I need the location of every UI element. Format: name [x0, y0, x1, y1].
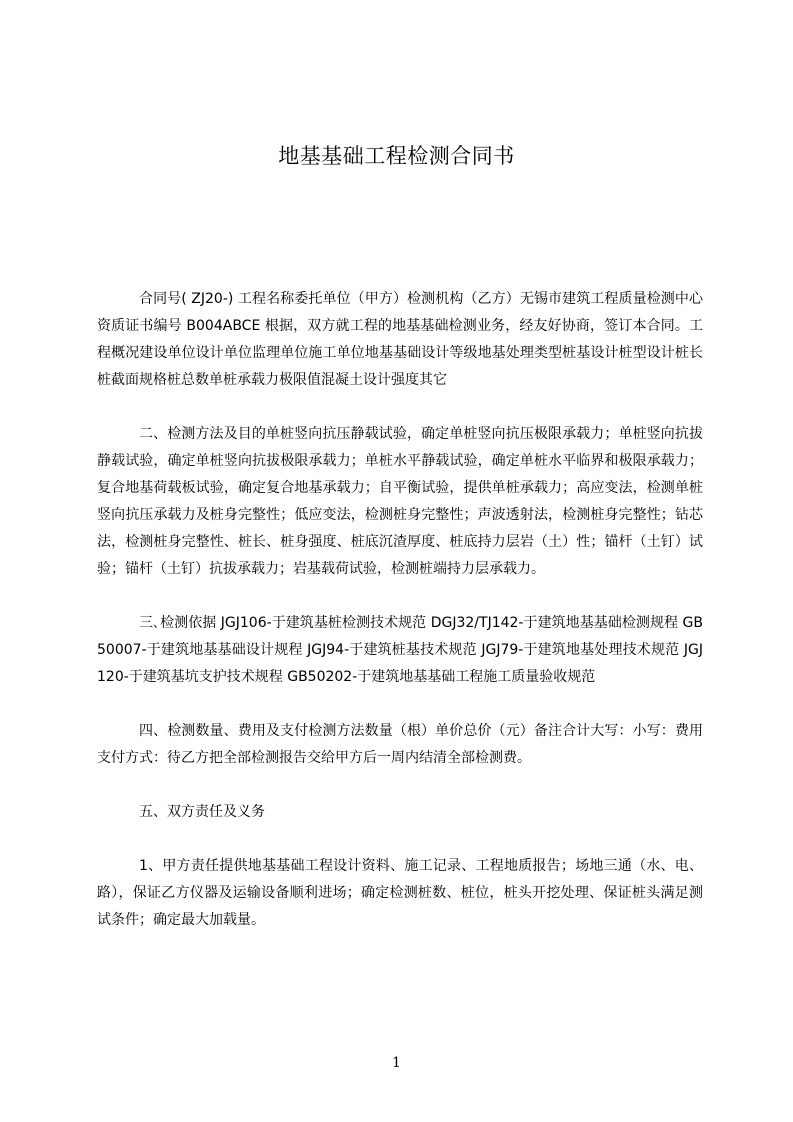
quantity-fee-paragraph: 四、检测数量、费用及支付检测方法数量（根）单价总价（元）备注合计大写：小写：费用支付方式：待乙方把全部检测报告交给甲方后一周内结清全部检测费。	[97, 723, 703, 766]
paragraph-spacer	[97, 772, 703, 799]
test-methods-paragraph: 二、检测方法及目的单桩竖向抗压静载试验，确定单桩竖向抗压极限承载力；单桩竖向抗拔静载试验，确定单桩竖向抗拔极限承载力；单桩水平静载试验，确定单桩水平临界和极限承载力；复合地基荷载板试验，确定复合地基承载力；自平衡试验，提供单桩承载力；高应变法，检测单桩竖向抗压承载力及桩身完整性；低应变法，检测桩身完整性；声波透射法，检测桩身完整性；钻芯法，检测桩身完整性、桩长、桩身强度、桩底沉渣厚度、桩底持力层岩（土）性；锚杆（土钉）试验；锚杆（土钉）抗拔承载力；岩基载荷试验，检测桩端持力层承载力。	[97, 426, 703, 577]
paragraph-spacer	[97, 583, 703, 610]
party-a-responsibility-paragraph: 1、甲方责任提供地基基础工程设计资料、施工记录、工程地质报告；场地三通（水、电、路），保证乙方仪器及运输设备顺利进场；确定检测桩数、桩位，桩头开挖处理、保证桩头满足测试条件；确定最大加载量。	[97, 858, 703, 928]
document-body	[97, 286, 703, 934]
page-number: 1	[392, 1055, 401, 1071]
contract-info-paragraph: 合同号( ZJ20-) 工程名称委托单位（甲方）检测机构（乙方）无锡市建筑工程质量检测中心资质证书编号 B004ABCE 根据，双方就工程的地基基础检测业务，经友好协商，签订本合同。工程概况建设单位设计单位监理单位施工单位地基基础设计等级地基处理类型桩基设计桩型设计桩长桩截面规格桩总数单桩承载力极限值混凝土设计强度其它	[97, 291, 703, 388]
document-title: 地基基础工程检测合同书	[278, 144, 515, 168]
paragraph-spacer	[97, 394, 703, 421]
responsibilities-heading: 五、双方责任及义务	[139, 804, 265, 820]
paragraph-spacer	[97, 691, 703, 718]
paragraph-spacer	[97, 826, 703, 853]
test-basis-paragraph: 三､检测依据 JGJ106-于建筑基桩检测技术规范 DGJ32/TJ142-于建筑地基基础检测规程 GB50007-于建筑地基基础设计规程 JGJ94-于建筑桩基技术规范 JGJ79-于建筑地基处理技术规范 JGJ120-于建筑基坑支护技术规程 GB50202-于建筑地基基础工程施工质量验收规范	[97, 615, 703, 685]
